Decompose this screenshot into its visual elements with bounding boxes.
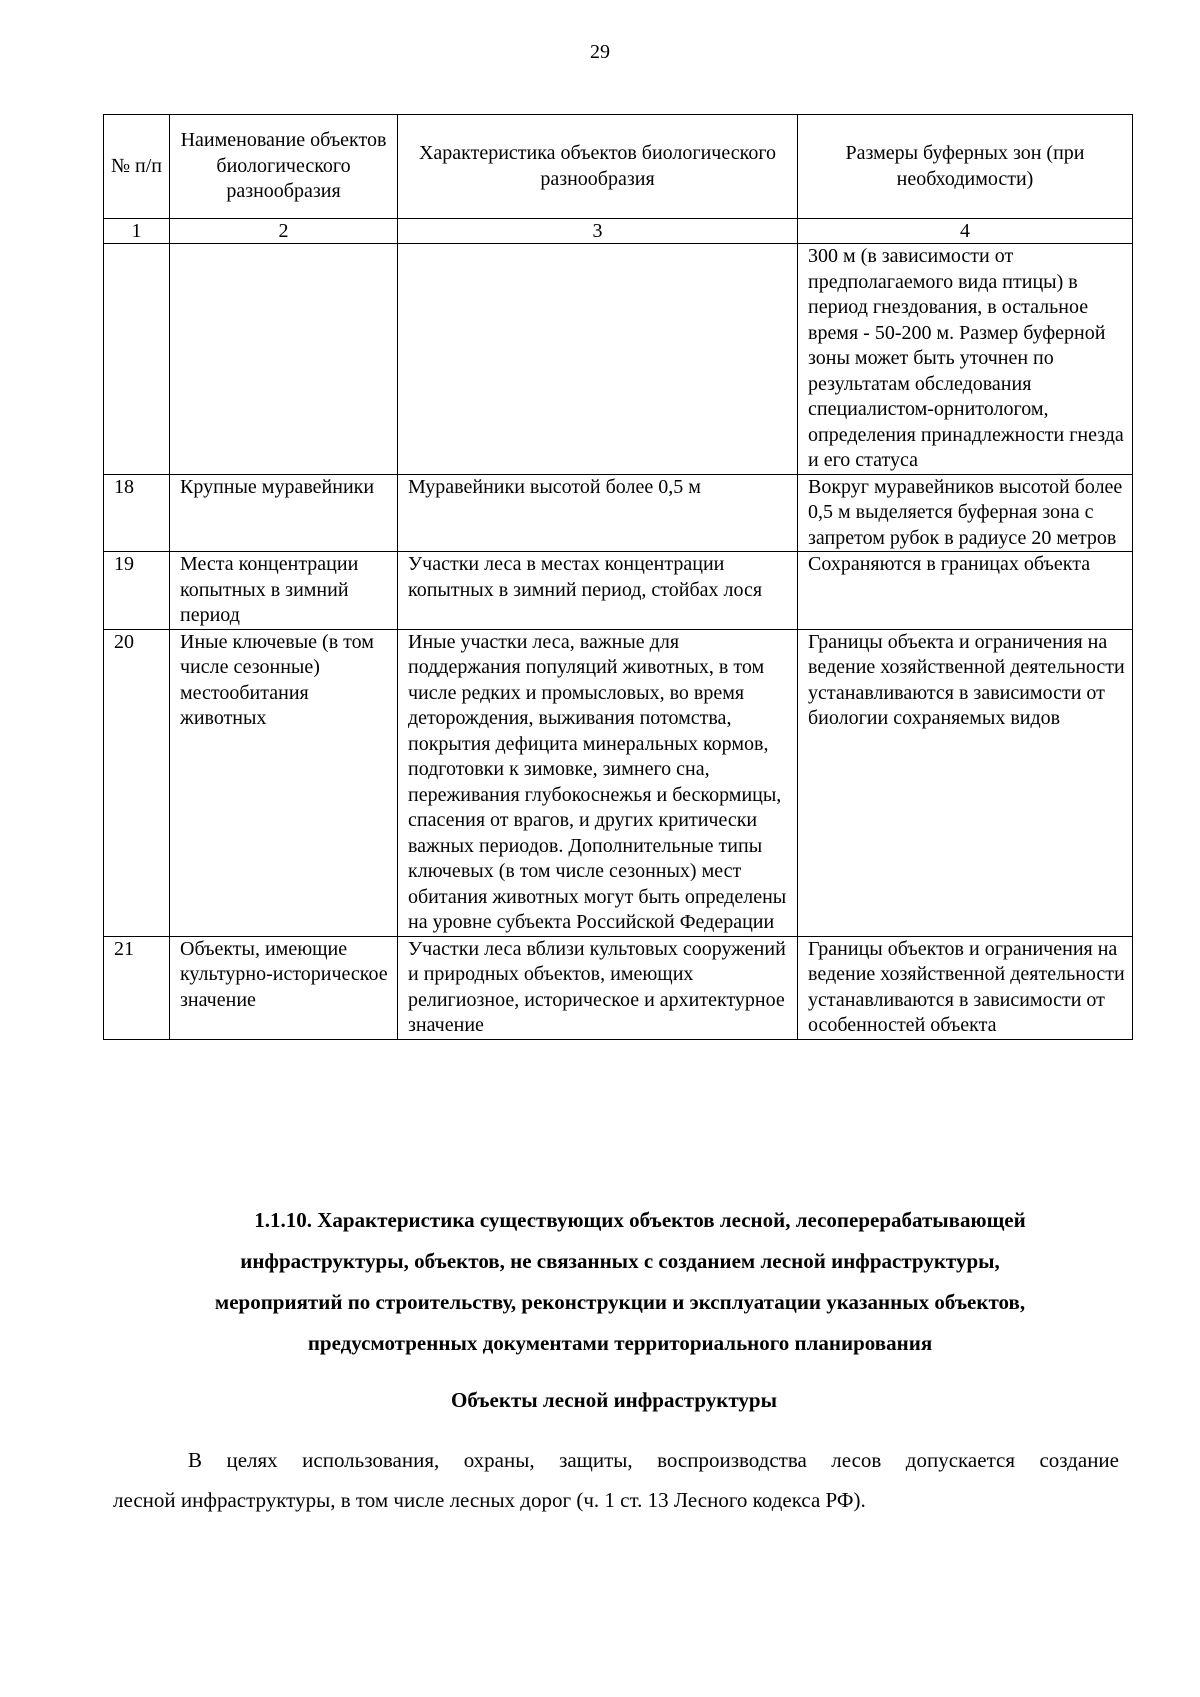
- row-buffer: Сохраняются в границах объекта: [798, 552, 1133, 630]
- header-buffer: Размеры буферных зон (при необходимости): [798, 115, 1133, 219]
- row-name: Иные ключевые (в том числе сезонные) местообитания животных: [170, 629, 398, 936]
- section-heading-line: предусмотренных документами территориального планирования: [307, 1331, 933, 1355]
- row-characteristic: Участки леса в местах концентрации копытных в зимний период, стойбах лося: [398, 552, 798, 630]
- row-buffer: Границы объектов и ограничения на ведение хозяйственной деятельности устанавливаются в зависимости от особенностей объекта: [798, 936, 1133, 1039]
- row-number: 21: [104, 936, 170, 1039]
- row-buffer: 300 м (в зависимости от предполагаемого вида птицы) в период гнездования, в остальное время - 50-200 м. Размер буферной зоны может быть уточнен по результатам обследования специалистом-орнитологом, определения принадлежности гнезда и его статуса: [798, 244, 1133, 475]
- row-characteristic: Муравейники высотой более 0,5 м: [398, 474, 798, 552]
- row-name: Места концентрации копытных в зимний период: [170, 552, 398, 630]
- table-row: [104, 629, 1133, 936]
- table-header-row: [104, 115, 1133, 219]
- row-buffer: Границы объекта и ограничения на ведение хозяйственной деятельности устанавливаются в зависимости от биологии сохраняемых видов: [798, 629, 1133, 936]
- row-number: [104, 244, 170, 475]
- row-buffer: Вокруг муравейников высотой более 0,5 м выделяется буферная зона с запретом рубок в радиусе 20 метров: [798, 474, 1133, 552]
- column-number: 2: [170, 219, 398, 244]
- column-number: 4: [798, 219, 1133, 244]
- row-name: [170, 244, 398, 475]
- row-number: 19: [104, 552, 170, 630]
- header-number: № п/п: [104, 115, 170, 219]
- row-number: 18: [104, 474, 170, 552]
- row-characteristic: [398, 244, 798, 475]
- section-heading-line: инфраструктуры, объектов, не связанных с созданием лесной инфраструктуры,: [240, 1249, 1000, 1273]
- table-row: [104, 244, 1133, 475]
- column-number-row: [104, 219, 1133, 244]
- biodiversity-table: [103, 114, 1133, 1040]
- row-name: Объекты, имеющие культурно-историческое значение: [170, 936, 398, 1039]
- paragraph-line: В целях использования, охраны, защиты, воспроизводства лесов допускается создание: [188, 1448, 1119, 1472]
- section-heading: [140, 1200, 1100, 1364]
- row-number: 20: [104, 629, 170, 936]
- table-row: [104, 474, 1133, 552]
- table-row: [104, 936, 1133, 1039]
- row-characteristic: Участки леса вблизи культовых сооружений и природных объектов, имеющих религиозное, историческое и архитектурное значение: [398, 936, 798, 1039]
- paragraph-line: лесной инфраструктуры, в том числе лесных дорог (ч. 1 ст. 13 Лесного кодекса РФ).: [113, 1488, 866, 1512]
- page-number: 29: [590, 41, 610, 63]
- row-name: Крупные муравейники: [170, 474, 398, 552]
- header-name: Наименование объектов биологического разнообразия: [170, 115, 398, 219]
- table-row: [104, 552, 1133, 630]
- subheading: Объекты лесной инфраструктуры: [451, 1388, 777, 1412]
- section-heading-line: 1.1.10. Характеристика существующих объектов лесной, лесоперерабатывающей: [254, 1208, 1026, 1232]
- header-characteristic: Характеристика объектов биологического разнообразия: [398, 115, 798, 219]
- row-characteristic: Иные участки леса, важные для поддержания популяций животных, в том числе редких и промысловых, во время деторождения, выживания потомства, покрытия дефицита минеральных кормов, подготовки к зимовке, зимнего сна, переживания глубокоснежья и бескормицы, спасения от врагов, и других критически важных периодов. Дополнительные типы ключевых (в том числе сезонных) мест обитания животных могут быть определены на уровне субъекта Российской Федерации: [398, 629, 798, 936]
- body-paragraph: [113, 1440, 1119, 1520]
- column-number: 3: [398, 219, 798, 244]
- column-number: 1: [104, 219, 170, 244]
- section-heading-line: мероприятий по строительству, реконструкции и эксплуатации указанных объектов,: [214, 1290, 1026, 1314]
